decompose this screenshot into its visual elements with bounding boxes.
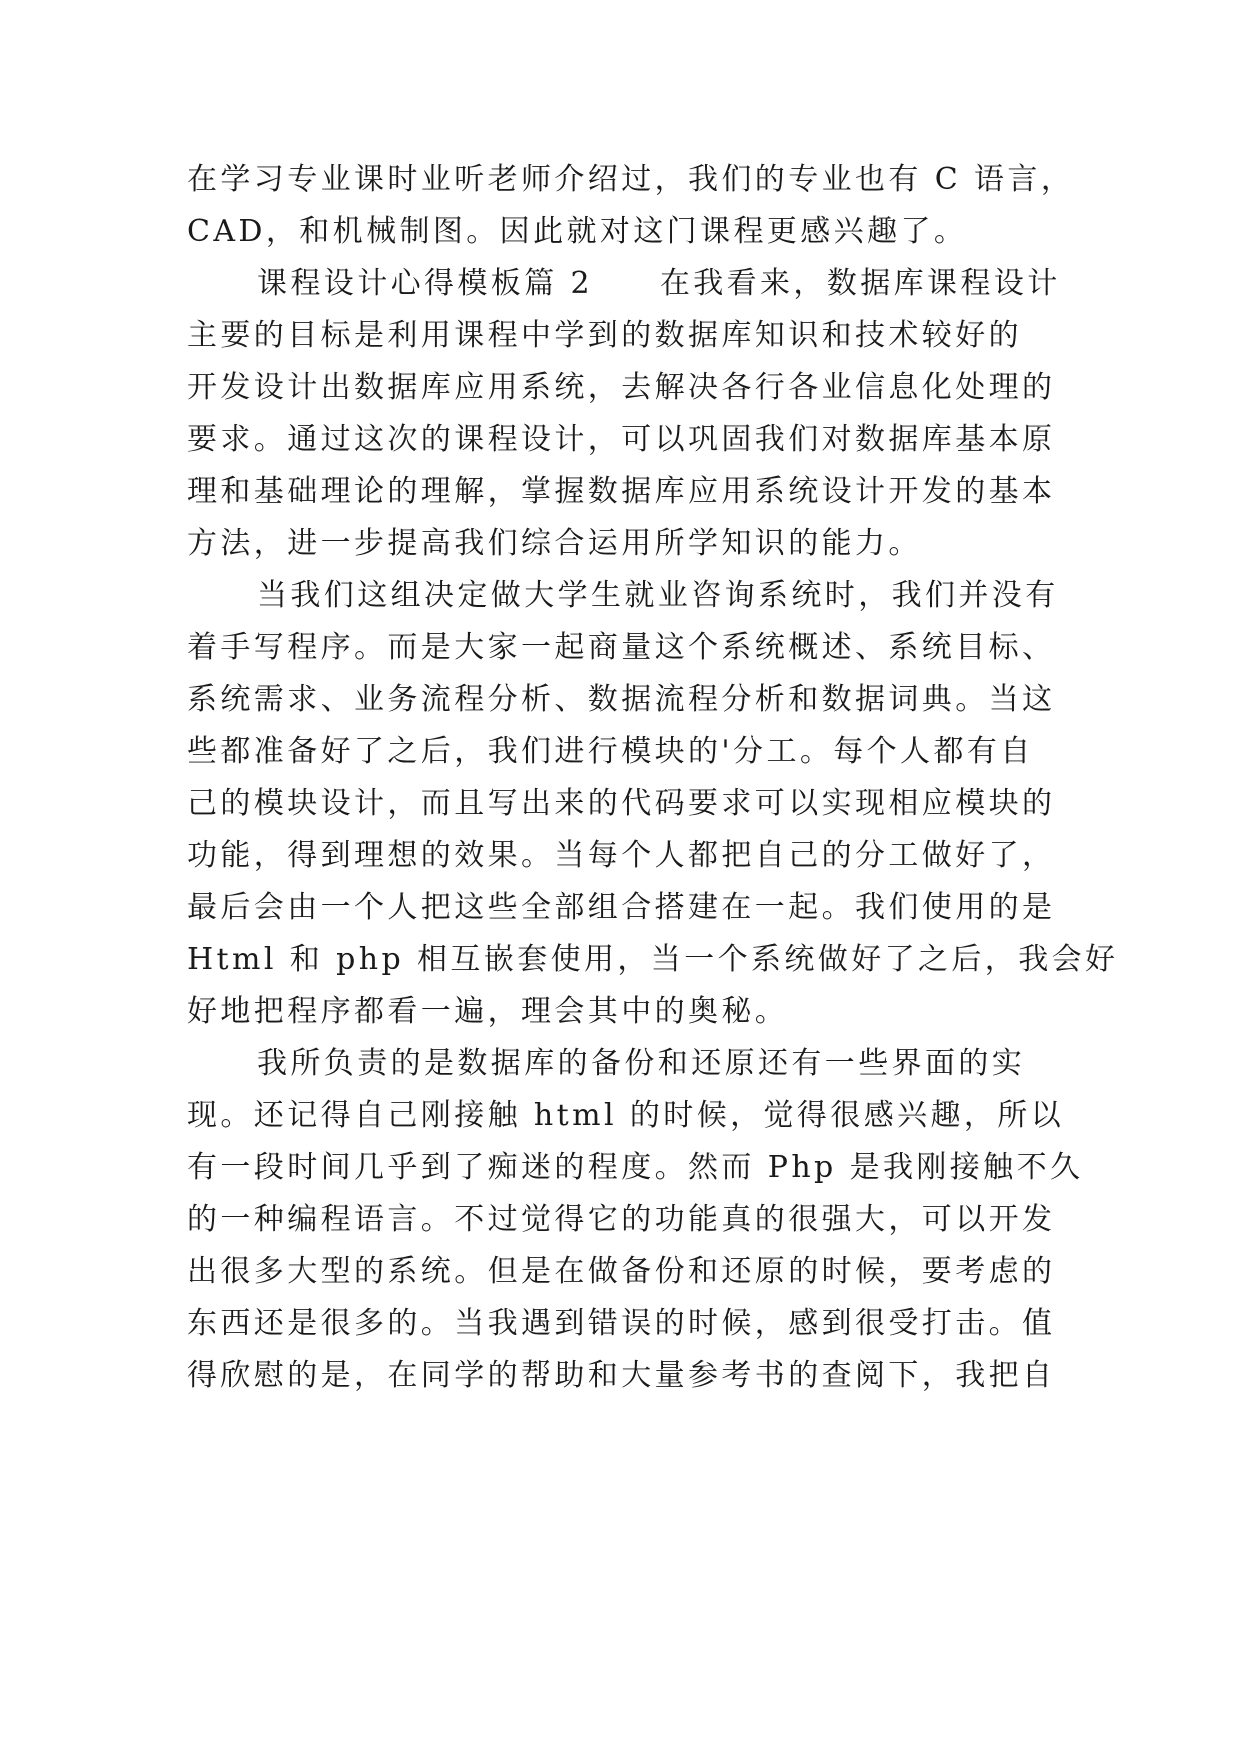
- paragraph-start-line: 我所负责的是数据库的备份和还原还有一些界面的实: [257, 1046, 1026, 1081]
- text-line: 出很多大型的系统。但是在做备份和还原的时候，要考虑的: [187, 1254, 1056, 1289]
- text-line: CAD，和机械制图。因此就对这门课程更感兴趣了。: [187, 214, 968, 249]
- text-line: 得欣慰的是，在同学的帮助和大量参考书的查阅下，我把自: [187, 1358, 1056, 1393]
- text-line: 着手写程序。而是大家一起商量这个系统概述、系统目标、: [187, 630, 1056, 665]
- text-line: 系统需求、业务流程分析、数据流程分析和数据词典。当这: [187, 682, 1056, 717]
- text-line: 些都准备好了之后，我们进行模块的'分工。每个人都有自: [187, 734, 1034, 769]
- paragraph-start-line: 当我们这组决定做大学生就业咨询系统时，我们并没有: [257, 578, 1059, 613]
- text-line: 有一段时间几乎到了痴迷的程度。然而 Php 是我刚接触不久: [187, 1150, 1084, 1185]
- text-line: 的一种编程语言。不过觉得它的功能真的很强大，可以开发: [187, 1202, 1056, 1237]
- text-line: 主要的目标是利用课程中学到的数据库知识和技术较好的: [187, 318, 1022, 353]
- text-line: Html 和 php 相互嵌套使用，当一个系统做好了之后，我会好: [187, 942, 1119, 977]
- text-line: 方法，进一步提高我们综合运用所学知识的能力。: [187, 526, 922, 561]
- text-line: 最后会由一个人把这些全部组合搭建在一起。我们使用的是: [187, 890, 1056, 925]
- text-line: 好地把程序都看一遍，理会其中的奥秘。: [187, 994, 789, 1029]
- text-line: 东西还是很多的。当我遇到错误的时候，感到很受打击。值: [187, 1306, 1056, 1341]
- text-line: 要求。通过这次的课程设计，可以巩固我们对数据库基本原: [187, 422, 1056, 457]
- section-heading-line: 课程设计心得模板篇 2 在我看来，数据库课程设计: [257, 266, 1061, 301]
- text-line: 理和基础理论的理解，掌握数据库应用系统设计开发的基本: [187, 474, 1056, 509]
- text-line: 功能，得到理想的效果。当每个人都把自己的分工做好了，: [187, 838, 1056, 873]
- text-line: 在学习专业课时业听老师介绍过，我们的专业也有 C 语言，: [187, 162, 1075, 197]
- text-line: 现。还记得自己刚接触 html 的时候，觉得很感兴趣，所以: [187, 1098, 1065, 1133]
- text-line: 开发设计出数据库应用系统，去解决各行各业信息化处理的: [187, 370, 1056, 405]
- text-line: 己的模块设计，而且写出来的代码要求可以实现相应模块的: [187, 786, 1056, 821]
